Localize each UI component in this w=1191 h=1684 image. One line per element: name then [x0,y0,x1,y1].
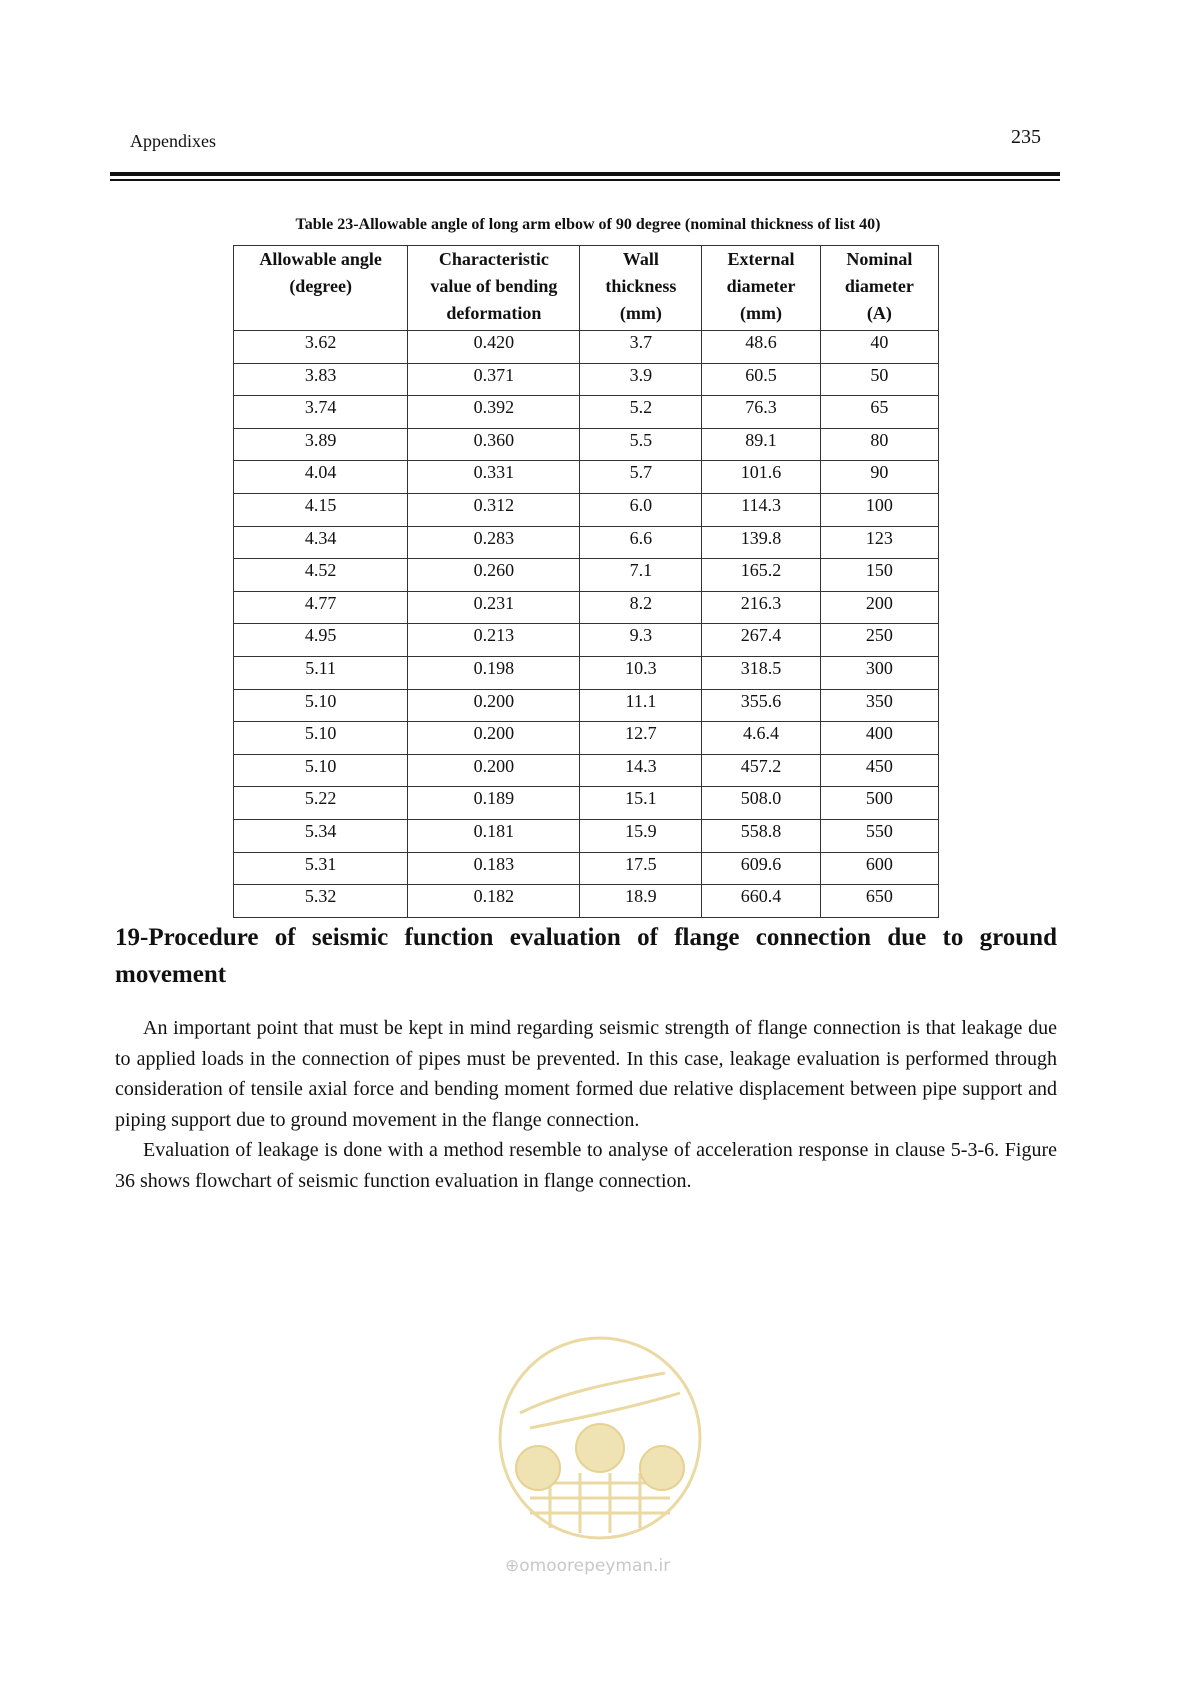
table-row [234,624,939,657]
table-cell: 0.312 [408,493,580,526]
table-row [234,493,939,526]
table-cell: 0.198 [408,656,580,689]
table-cell: 60.5 [702,363,820,396]
header-line: (mm) [619,303,662,323]
table-cell: 8.2 [580,591,702,624]
table-cell: 101.6 [702,461,820,494]
header-allowable-angle [234,246,408,331]
table-cell: 90 [820,461,938,494]
table-cell: 80 [820,428,938,461]
table-row [234,787,939,820]
table-cell: 0.371 [408,363,580,396]
header-wall-thickness [580,246,702,331]
table-row [234,656,939,689]
header-line: Wall [622,249,659,269]
table-row [234,396,939,429]
running-head: Appendixes [130,131,216,151]
table-cell: 5.5 [580,428,702,461]
table-cell: 5.10 [234,722,408,755]
header-line: (mm) [740,303,783,323]
table-cell: 6.6 [580,526,702,559]
table-cell: 200 [820,591,938,624]
table-cell: 216.3 [702,591,820,624]
table-cell: 0.183 [408,852,580,885]
table-cell: 508.0 [702,787,820,820]
table-row [234,591,939,624]
header-rule-thin [110,179,1060,181]
watermark-url [505,1556,705,1576]
table-cell: 5.2 [580,396,702,429]
table-cell: 0.283 [408,526,580,559]
table-cell: 0.420 [408,331,580,364]
table-cell: 48.6 [702,331,820,364]
table-cell: 5.7 [580,461,702,494]
table-row [234,722,939,755]
table-cell: 400 [820,722,938,755]
table-cell: 250 [820,624,938,657]
table-cell: 6.0 [580,493,702,526]
gear-icon [576,1424,624,1472]
table-row [234,461,939,494]
table-cell: 5.10 [234,754,408,787]
table-row [234,754,939,787]
table-cell: 0.213 [408,624,580,657]
table-cell: 3.62 [234,331,408,364]
table-row [234,363,939,396]
table-row [234,559,939,592]
watermark-script [520,1373,665,1413]
table-cell: 0.392 [408,396,580,429]
table-cell: 17.5 [580,852,702,885]
header-line: diameter [726,276,796,296]
table-caption: Table 23-Allowable angle of long arm elbow of 90 degree (nominal thickness of list 40) [295,216,881,233]
section-heading: 19-Procedure of seismic function evaluation of flange connection due to ground movement [115,924,1057,988]
watermark-logo [490,1333,710,1593]
table-row [234,819,939,852]
table-cell: 12.7 [580,722,702,755]
table-cell: 3.83 [234,363,408,396]
table-cell: 600 [820,852,938,885]
header-line: Nominal [846,249,913,269]
table-cell: 14.3 [580,754,702,787]
table-cell: 3.9 [580,363,702,396]
table-cell: 4.04 [234,461,408,494]
table-cell: 500 [820,787,938,820]
header-line: thickness [605,276,677,296]
table-cell: 350 [820,689,938,722]
header-line: External [727,249,795,269]
table-cell: 7.1 [580,559,702,592]
table-cell: 5.32 [234,885,408,918]
table-header-row [234,246,939,331]
table-cell: 0.331 [408,461,580,494]
header-line: (degree) [289,276,352,296]
table-cell: 0.182 [408,885,580,918]
table-row [234,428,939,461]
table-cell: 0.231 [408,591,580,624]
table-cell: 558.8 [702,819,820,852]
gear-icon [516,1446,560,1490]
table-cell: 0.200 [408,689,580,722]
table-cell: 114.3 [702,493,820,526]
header-nominal-diameter [820,246,938,331]
table-cell: 450 [820,754,938,787]
table-cell: 609.6 [702,852,820,885]
table-cell: 660.4 [702,885,820,918]
table-cell: 4.34 [234,526,408,559]
watermark-url-text: omoorepeyman.ir [519,1556,671,1576]
header-line: Allowable angle [259,249,382,269]
table-cell: 15.1 [580,787,702,820]
table-cell: 318.5 [702,656,820,689]
header-line: (A) [866,303,892,323]
globe-icon: ⊕ [505,1556,520,1576]
table-cell: 5.34 [234,819,408,852]
table-cell: 0.360 [408,428,580,461]
table-cell: 650 [820,885,938,918]
table-cell: 550 [820,819,938,852]
table-cell: 150 [820,559,938,592]
header-line: deformation [446,303,542,323]
table-cell: 89.1 [702,428,820,461]
header-line: diameter [844,276,914,296]
header-line: Characteristic [438,249,549,269]
table-row [234,689,939,722]
table-cell: 40 [820,331,938,364]
table-cell: 9.3 [580,624,702,657]
table-cell: 3.74 [234,396,408,429]
table-body [234,331,939,918]
table-cell: 139.8 [702,526,820,559]
table-cell: 11.1 [580,689,702,722]
table-cell: 15.9 [580,819,702,852]
table-cell: 0.189 [408,787,580,820]
table-cell: 4.95 [234,624,408,657]
table-cell: 3.7 [580,331,702,364]
body-paragraph: An important point that must be kept in mind regarding seismic strength of flange connection is that leakage due to applied loads in the connection of pipes must be prevented. In this case, leakage evaluation is performed through consideration of tensile axial force and bending moment formed due relative displacement between pipe support and piping support due to ground movement in the flange connection. [115,1017,1057,1131]
table-row [234,526,939,559]
table-cell: 457.2 [702,754,820,787]
page-number: 235 [1011,126,1041,148]
table-cell: 355.6 [702,689,820,722]
table-cell: 0.200 [408,722,580,755]
table-cell: 267.4 [702,624,820,657]
header-external-diameter [702,246,820,331]
table-cell: 5.31 [234,852,408,885]
data-table [233,245,939,918]
table-cell: 4.77 [234,591,408,624]
table-cell: 123 [820,526,938,559]
table-row [234,885,939,918]
gear-icon [640,1446,684,1490]
table-cell: 0.181 [408,819,580,852]
table-row [234,852,939,885]
table-cell: 65 [820,396,938,429]
table-cell: 5.22 [234,787,408,820]
table-cell: 5.11 [234,656,408,689]
table-cell: 4.6.4 [702,722,820,755]
table-cell: 50 [820,363,938,396]
body-paragraph: Evaluation of leakage is done with a method resemble to analyse of acceleration response in clause 5-3-6. Figure 36 shows flowchart of seismic function evaluation in flange connection. [115,1139,1057,1192]
table-cell: 4.15 [234,493,408,526]
table-cell: 3.89 [234,428,408,461]
table-cell: 300 [820,656,938,689]
header-line: value of bending [430,276,558,296]
table-cell: 0.200 [408,754,580,787]
table-cell: 5.10 [234,689,408,722]
table-cell: 76.3 [702,396,820,429]
table-cell: 0.260 [408,559,580,592]
header-rule-thick [110,172,1060,176]
table-cell: 100 [820,493,938,526]
table-row [234,331,939,364]
table-cell: 18.9 [580,885,702,918]
table-cell: 165.2 [702,559,820,592]
header-characteristic-value [408,246,580,331]
table-cell: 10.3 [580,656,702,689]
table-cell: 4.52 [234,559,408,592]
